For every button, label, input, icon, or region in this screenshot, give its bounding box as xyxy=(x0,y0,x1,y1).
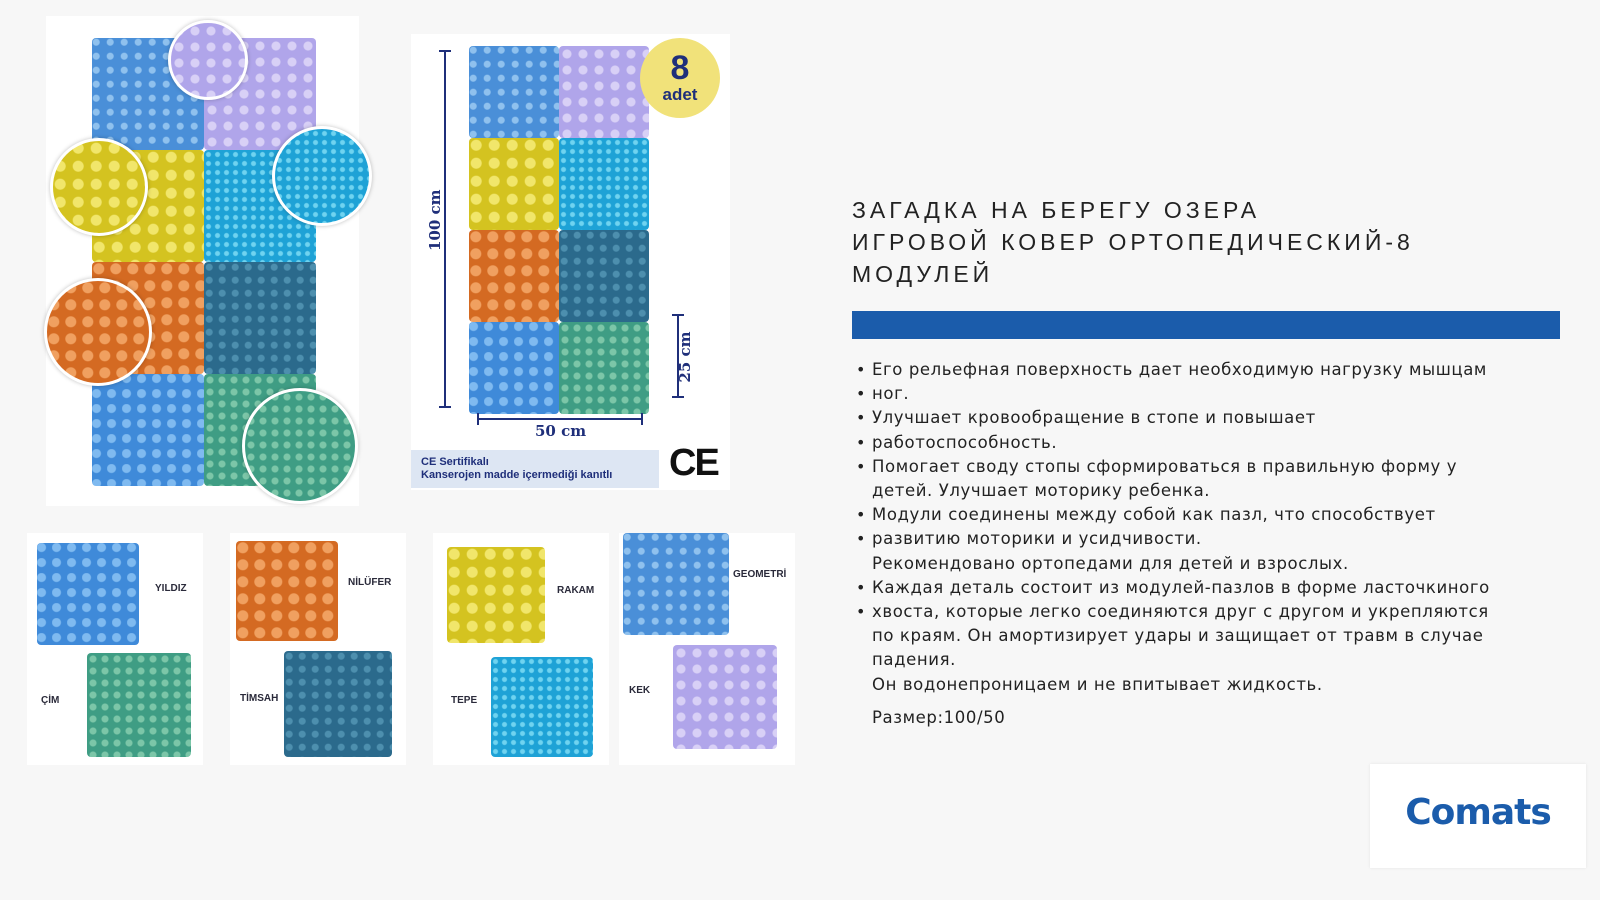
brand-logo xyxy=(1370,764,1586,868)
module-label-top: RAKAM xyxy=(557,585,595,596)
feature-item: • ног. xyxy=(852,382,1552,406)
module-label-bottom: ÇİM xyxy=(41,695,60,706)
zoom-circle-kek xyxy=(168,20,248,100)
module-label-bottom: TEPE xyxy=(451,695,478,706)
zoom-circle-tepe xyxy=(272,126,372,226)
certificate-line-2: Kanserojen madde içermediği kanıtlı xyxy=(421,469,613,481)
feature-item: • Модули соединены между собой как пазл, что способствует xyxy=(852,503,1552,527)
brand-logo-text: Comats xyxy=(1405,792,1551,833)
ce-mark: CE xyxy=(669,442,718,484)
module-label-bottom: TİMSAH xyxy=(240,693,279,704)
module-card-2 xyxy=(230,533,406,765)
mat-tile-timsah xyxy=(559,230,649,322)
feature-item: • хвоста, которые легко соединяются друг с другом и укрепляются xyxy=(852,600,1552,624)
mat-tile-geometri xyxy=(623,533,729,635)
height-dimension-cap-top xyxy=(439,50,451,52)
feature-list xyxy=(852,358,1552,697)
module-label-bottom: KEK xyxy=(629,685,651,696)
mat-tile-nilufer xyxy=(236,541,338,641)
feature-item: • Улучшает кровообращение в стопе и повышает xyxy=(852,406,1552,430)
title-line-1: ЗАГАДКА НА БЕРЕГУ ОЗЕРА xyxy=(852,197,1261,223)
mat-tile-cim xyxy=(559,322,649,414)
badge-number: 8 xyxy=(670,49,690,87)
height-dimension-line xyxy=(444,50,446,408)
feature-item: • Каждая деталь состоит из модулей-пазлов в форме ласточкиного xyxy=(852,576,1552,600)
width-dimension-cap-right xyxy=(641,413,643,425)
feature-item: детей. Улучшает моторику ребенка. xyxy=(872,481,1211,501)
mat-tile-rakam xyxy=(469,138,559,230)
module-card-3 xyxy=(433,533,609,765)
feature-item: Он водонепроницаем и не впитывает жидкость. xyxy=(872,674,1323,694)
size-text: Размер:100/50 xyxy=(872,708,1006,727)
mat-tile-yildiz xyxy=(37,543,139,645)
zoom-circle-cim xyxy=(242,388,358,504)
width-dimension-label: 50 cm xyxy=(535,422,587,440)
mat-tile-kek xyxy=(559,46,649,138)
mat-tile-timsah xyxy=(204,262,316,374)
product-photo-dimensions xyxy=(411,34,730,490)
width-dimension-line xyxy=(477,418,643,420)
title-line-3: МОДУЛЕЙ xyxy=(852,261,994,287)
module-dimension-label: 25 cm xyxy=(676,331,694,383)
module-card-4 xyxy=(619,533,795,765)
mat-tile-geometri xyxy=(469,46,559,138)
product-photo-main xyxy=(46,16,359,506)
mat-tile-tepe xyxy=(559,138,649,230)
feature-item: • работоспособность. xyxy=(852,431,1552,455)
accent-divider-bar xyxy=(852,311,1560,339)
width-dimension-cap-left xyxy=(477,413,479,425)
height-dimension-label: 100 cm xyxy=(426,189,444,251)
mat-tile-yildiz xyxy=(92,374,204,486)
feature-item: • Его рельефная поверхность дает необходимую нагрузку мышцам xyxy=(852,358,1552,382)
feature-item: • Помогает своду стопы сформироваться в правильную форму у xyxy=(852,455,1552,479)
mat-tile-timsah xyxy=(284,651,392,757)
feature-item: Рекомендовано ортопедами для детей и взрослых. xyxy=(872,553,1349,573)
certificate-line-1: CE Sertifikalı xyxy=(421,456,489,468)
badge-unit: adet xyxy=(662,85,698,104)
mat-tile-tepe xyxy=(491,657,593,757)
product-title xyxy=(852,194,1552,290)
mat-tile-rakam xyxy=(447,547,545,643)
module-card-1 xyxy=(27,533,203,765)
feature-item: падения. xyxy=(872,650,956,670)
height-dimension-cap-bottom xyxy=(439,406,451,408)
feature-item: • развитию моторики и усидчивости. xyxy=(852,527,1552,551)
zoom-circle-rakam xyxy=(50,138,148,236)
mat-tile-yildiz xyxy=(469,322,559,414)
title-line-2: ИГРОВОЙ КОВЕР ОРТОПЕДИЧЕСКИЙ-8 xyxy=(852,229,1414,255)
mat-tile-kek xyxy=(673,645,777,749)
certificate-note xyxy=(411,450,659,488)
quantity-badge xyxy=(640,38,720,118)
module-label-top: GEOMETRİ xyxy=(733,569,787,580)
mat-tile-nilufer xyxy=(469,230,559,322)
module-label-top: NİLÜFER xyxy=(348,577,392,588)
module-dimension-cap-bottom xyxy=(672,396,684,398)
module-label-top: YILDIZ xyxy=(155,583,187,594)
zoom-circle-nilufer xyxy=(44,278,152,386)
feature-item: по краям. Он амортизирует удары и защищает от травм в случае xyxy=(872,626,1484,646)
mat-tile-cim xyxy=(87,653,191,757)
module-dimension-cap-top xyxy=(672,314,684,316)
